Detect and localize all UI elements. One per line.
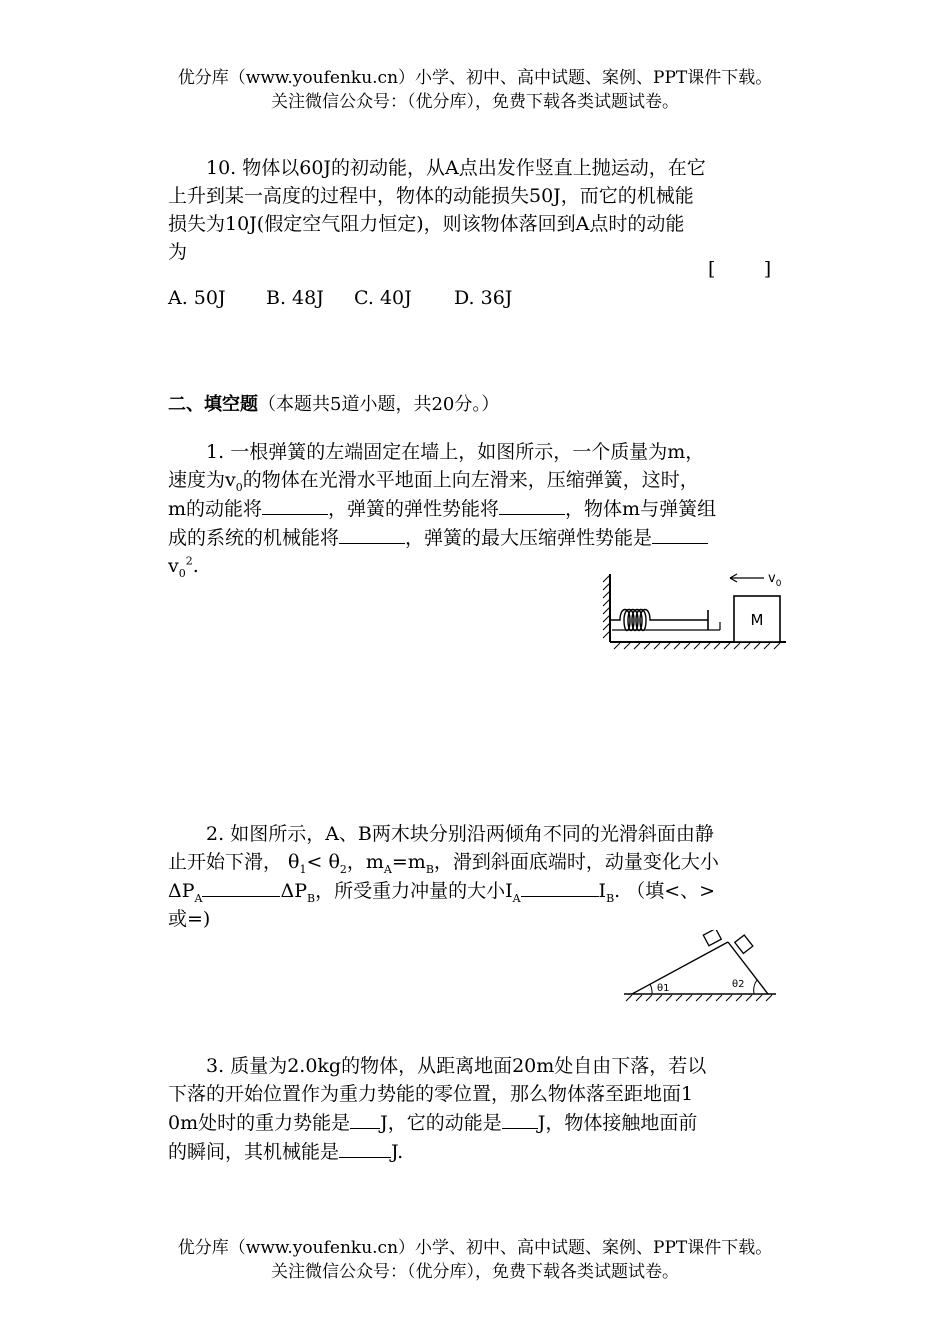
option-b: B. 48J: [266, 287, 324, 309]
fq3-number: 3.: [206, 1055, 225, 1077]
fq1-text-3c: ，物体m与弹簧组: [565, 498, 717, 520]
fq2-number: 2.: [206, 823, 225, 845]
fq1-line-2: [168, 466, 784, 494]
fill-question-1: [168, 438, 784, 580]
fq2-line-2: 止开始下滑， $\theta_1< \theta_2$，$m_A=m_B$，滑到斜面底端时，动量变化大小: [168, 851, 719, 876]
fq3-line-3: 0m处时的重力势能是 J，它的动能是 J，物体接触地面前: [168, 1108, 784, 1137]
blank-7[interactable]: [350, 1108, 380, 1129]
fq1-line-1: [168, 438, 784, 466]
fq1-text-3b: ，弹簧的弹性势能将: [328, 498, 500, 520]
fq1-text-4a: 成的系统的机械能将: [168, 527, 340, 549]
spring: [610, 610, 708, 631]
blank-6[interactable]: [521, 876, 599, 897]
fq1-sup-2: 2: [185, 554, 193, 568]
fq1-sub-0: 0: [235, 480, 243, 494]
blank-8[interactable]: [502, 1108, 538, 1129]
fq1-text-2b: 的物体在光滑水平地面上向左滑来，压缩弹簧，这时，: [242, 469, 699, 491]
option-d: D. 36J: [454, 287, 513, 309]
slope-left: [632, 942, 728, 994]
fq2-text-1: 如图所示，A、B两木块分别沿两倾角不同的光滑斜面由静: [230, 823, 714, 845]
fq1-text-5b: .: [192, 555, 199, 577]
ground-hatch: [614, 643, 780, 649]
option-a: A. 50J: [168, 287, 226, 309]
footer-line-2: 关注微信公众号：（优分库），免费下载各类试题试卷。: [271, 1262, 679, 1282]
fq1-sub-v0: 0: [178, 566, 186, 580]
blank-5[interactable]: [202, 876, 280, 897]
fq2-line-4: 或=): [168, 908, 211, 930]
fq1-text-2a: 速度为v: [168, 469, 236, 491]
wall-hatch: [603, 575, 610, 638]
fq3-text-1: 质量为2.0kg的物体，从距离地面20m处自由下落，若以: [230, 1055, 707, 1077]
fq1-text-4b: ，弹簧的最大压缩弹性势能是: [405, 527, 653, 549]
fq3-line-1: [168, 1052, 784, 1080]
page-header: [0, 66, 950, 114]
blank-1[interactable]: [262, 494, 328, 515]
footer-line-1: 优分库（www.youfenku.cn）小学、初中、高中试题、案例、PPT课件下载。: [177, 1238, 773, 1258]
incline-figure: [620, 930, 780, 1006]
option-c: C. 40J: [354, 287, 412, 309]
fq1-line-4: [168, 523, 784, 552]
question-10: [168, 154, 784, 266]
theta2-label: θ2: [732, 979, 745, 990]
fq3-line-2: 下落的开始位置作为重力势能的零位置，那么物体落至距地面1: [168, 1083, 694, 1105]
theta1-label: θ1: [657, 983, 670, 994]
q10-line-3: 损失为10J(假定空气阻力恒定)，则该物体落回到A点时的动能: [168, 213, 685, 235]
header-line-1: 优分库（www.youfenku.cn）小学、初中、高中试题、案例、PPT课件下载。: [177, 68, 773, 88]
blank-2[interactable]: [499, 494, 565, 515]
fq1-text-1: 一根弹簧的左端固定在墙上，如图所示，一个质量为m，: [230, 441, 705, 463]
block-label: M: [750, 611, 764, 629]
answer-bracket: [ ]: [708, 258, 772, 280]
q10-line-4: 为: [168, 241, 188, 263]
q10-options: [168, 284, 512, 312]
velocity-label: $v_0$: [768, 571, 782, 589]
blank-4[interactable]: [652, 523, 708, 544]
blank-9[interactable]: [339, 1137, 391, 1158]
section-2-title: [168, 392, 499, 418]
fq3-line-4: 的瞬间，其机械能是 J.: [168, 1137, 784, 1166]
header-line-2: 关注微信公众号：（优分库），免费下载各类试题试卷。: [271, 92, 679, 112]
block-a: [703, 930, 721, 946]
section-heading: 二、填空题: [168, 394, 258, 415]
fq1-number: 1.: [206, 441, 225, 463]
page-footer: [0, 1236, 950, 1284]
incline-ground-hatch: [626, 995, 772, 1001]
q10-line-1: 10. 物体以60J的初动能，从A点出发作竖直上抛运动，在它: [206, 157, 706, 179]
q10-line-2: 上升到某一高度的过程中，物体的动能损失50J，而它的机械能: [168, 185, 694, 207]
spring-figure: [600, 568, 794, 654]
fq1-text-5a: v: [168, 555, 179, 577]
fq2-line-3: $\Delta P_A$ $\Delta P_B$，所受重力冲量的大小$I_A$ $I_B$. （填<、>: [168, 876, 784, 905]
fq2-line-1: [168, 820, 784, 848]
section-note: （本题共5道小题，共20分。）: [258, 394, 500, 415]
fill-question-2: [168, 820, 784, 933]
fq1-text-3a: m的动能将: [168, 498, 263, 520]
fq1-line-3: [168, 494, 784, 523]
blank-3[interactable]: [339, 523, 405, 544]
fill-question-3: [168, 1052, 784, 1166]
block-b: [735, 935, 753, 953]
